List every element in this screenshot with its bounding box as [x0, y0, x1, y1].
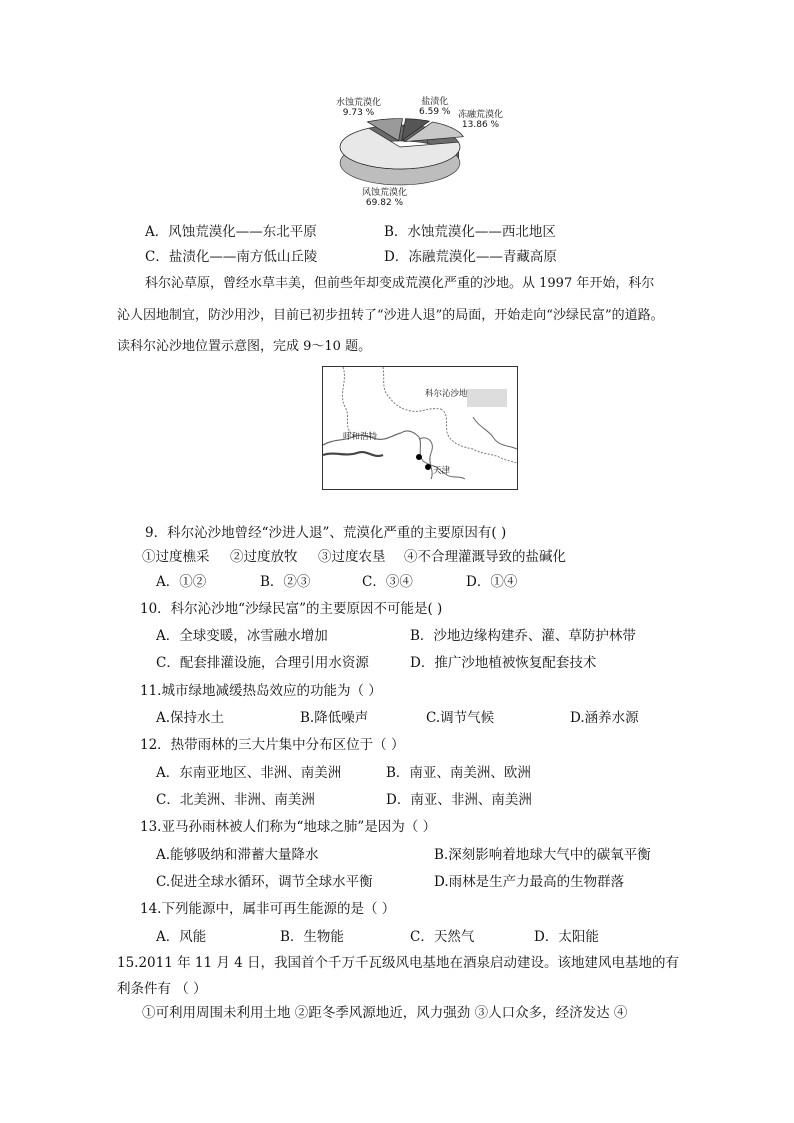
q9-item-4: ④不合理灌溉导致的盐碱化 — [404, 549, 566, 565]
q10-option-b: B．沙地边缘构建乔、灌、草防护林带 — [410, 628, 636, 644]
q11-option-c: C.调节气候 — [426, 710, 495, 726]
passage-line-1: 科尔沁草原，曾经水草丰美，但前些年却变成荒漠化严重的沙地。从 1997 年开始，科尔 — [145, 276, 655, 291]
map-label-hohhot: 呼和浩特 — [343, 432, 378, 442]
q9-item-2: ②过度放牧 — [230, 549, 298, 565]
q12-option-c: C．北美洲、非洲、南美洲 — [156, 792, 315, 808]
q11-stem: 11.城市绿地减缓热岛效应的功能为（ ） — [140, 683, 382, 699]
q12-option-a: A．东南亚地区、非洲、南美洲 — [156, 765, 342, 781]
pie-label-salt: 盐渍化 6.59 % — [419, 97, 451, 117]
q13-option-a: A.能够吸纳和滞蓄大量降水 — [156, 847, 319, 863]
map-label-tianjin: 天津 — [433, 466, 451, 476]
q10-option-c: C．配套排灌设施，合理引用水资源 — [156, 655, 369, 671]
q14-option-b: B．生物能 — [280, 929, 344, 945]
q12-option-b: B．南亚、南美洲、欧洲 — [386, 765, 531, 781]
q9-item-3: ③过度农垦 — [318, 549, 386, 565]
q13-option-d: D.雨林是生产力最高的生物群落 — [434, 874, 625, 890]
q9-option-b: B．②③ — [260, 574, 311, 590]
passage-line-3: 读科尔沁沙地位置示意图，完成 9～10 题。 — [117, 339, 372, 354]
q8-option-a: A．风蚀荒漠化——东北平原 — [145, 224, 317, 240]
q11-option-a: A.保持水土 — [156, 710, 225, 726]
q15-stem-line-2: 利条件有 （ ） — [117, 981, 207, 997]
q9-option-a: A．①② — [156, 574, 207, 590]
q10-stem: 10．科尔沁沙地“沙绿民富”的主要原因不可能是( ) — [140, 601, 443, 617]
q13-option-c: C.促进全球水循环，调节全球水平衡 — [156, 874, 373, 890]
q13-stem: 13.亚马孙雨林被人们称为“地球之肺”是因为（ ） — [140, 819, 437, 835]
q13-option-b: B.深刻影响着地球大气中的碳氧平衡 — [434, 847, 651, 863]
q10-option-d: D．推广沙地植被恢复配套技术 — [410, 655, 597, 671]
q11-option-d: D.涵养水源 — [570, 710, 639, 726]
q9-item-1: ①过度樵采 — [142, 549, 210, 565]
q9-option-d: D．①④ — [466, 574, 518, 590]
q11-option-b: B.降低噪声 — [300, 710, 369, 726]
q14-option-a: A．风能 — [156, 929, 207, 945]
pie-label-freeze: 冻融荒漠化 13.86 % — [458, 110, 504, 130]
q12-stem: 12．热带雨林的三大片集中分布区位于（ ） — [140, 737, 405, 753]
q9-stem: 9．科尔沁沙地曾经“沙进人退”、荒漠化严重的主要原因有( ) — [145, 525, 507, 541]
q14-option-d: D．太阳能 — [534, 929, 599, 945]
q12-option-d: D．南亚、非洲、南美洲 — [386, 792, 532, 808]
horqin-location-map — [322, 366, 518, 490]
q8-option-b: B．水蚀荒漠化——西北地区 — [384, 224, 556, 240]
q8-option-d: D．冻融荒漠化——青藏高原 — [384, 249, 557, 265]
q14-stem: 14.下列能源中，属非可再生能源的是（ ） — [140, 901, 396, 917]
pie-label-water: 水蚀荒漠化 9.73 % — [336, 98, 382, 118]
q10-option-a: A．全球变暖，冰雪融水增加 — [156, 628, 328, 644]
pie-label-wind: 风蚀荒漠化 69.82 % — [362, 188, 408, 208]
q15-items-line: ①可利用周围未利用土地 ②距冬季风源地近，风力强劲 ③人口众多，经济发达 ④ — [142, 1005, 628, 1021]
q8-option-c: C．盐渍化——南方低山丘陵 — [145, 249, 318, 265]
map-lines — [323, 367, 517, 489]
q14-option-c: C．天然气 — [410, 929, 475, 945]
passage-line-2: 沁人因地制宜，防沙用沙，目前已初步扭转了“沙进人退”的局面，开始走向“沙绿民富”的道路。 — [117, 308, 664, 323]
q15-stem-line-1: 15.2011 年 11 月 4 日，我国首个千万千瓦级风电基地在酒泉启动建设。该地建风电基地的有 — [117, 955, 680, 971]
map-label-horqin: 科尔沁沙地 — [425, 389, 468, 399]
q9-option-c: C．③④ — [362, 574, 413, 590]
